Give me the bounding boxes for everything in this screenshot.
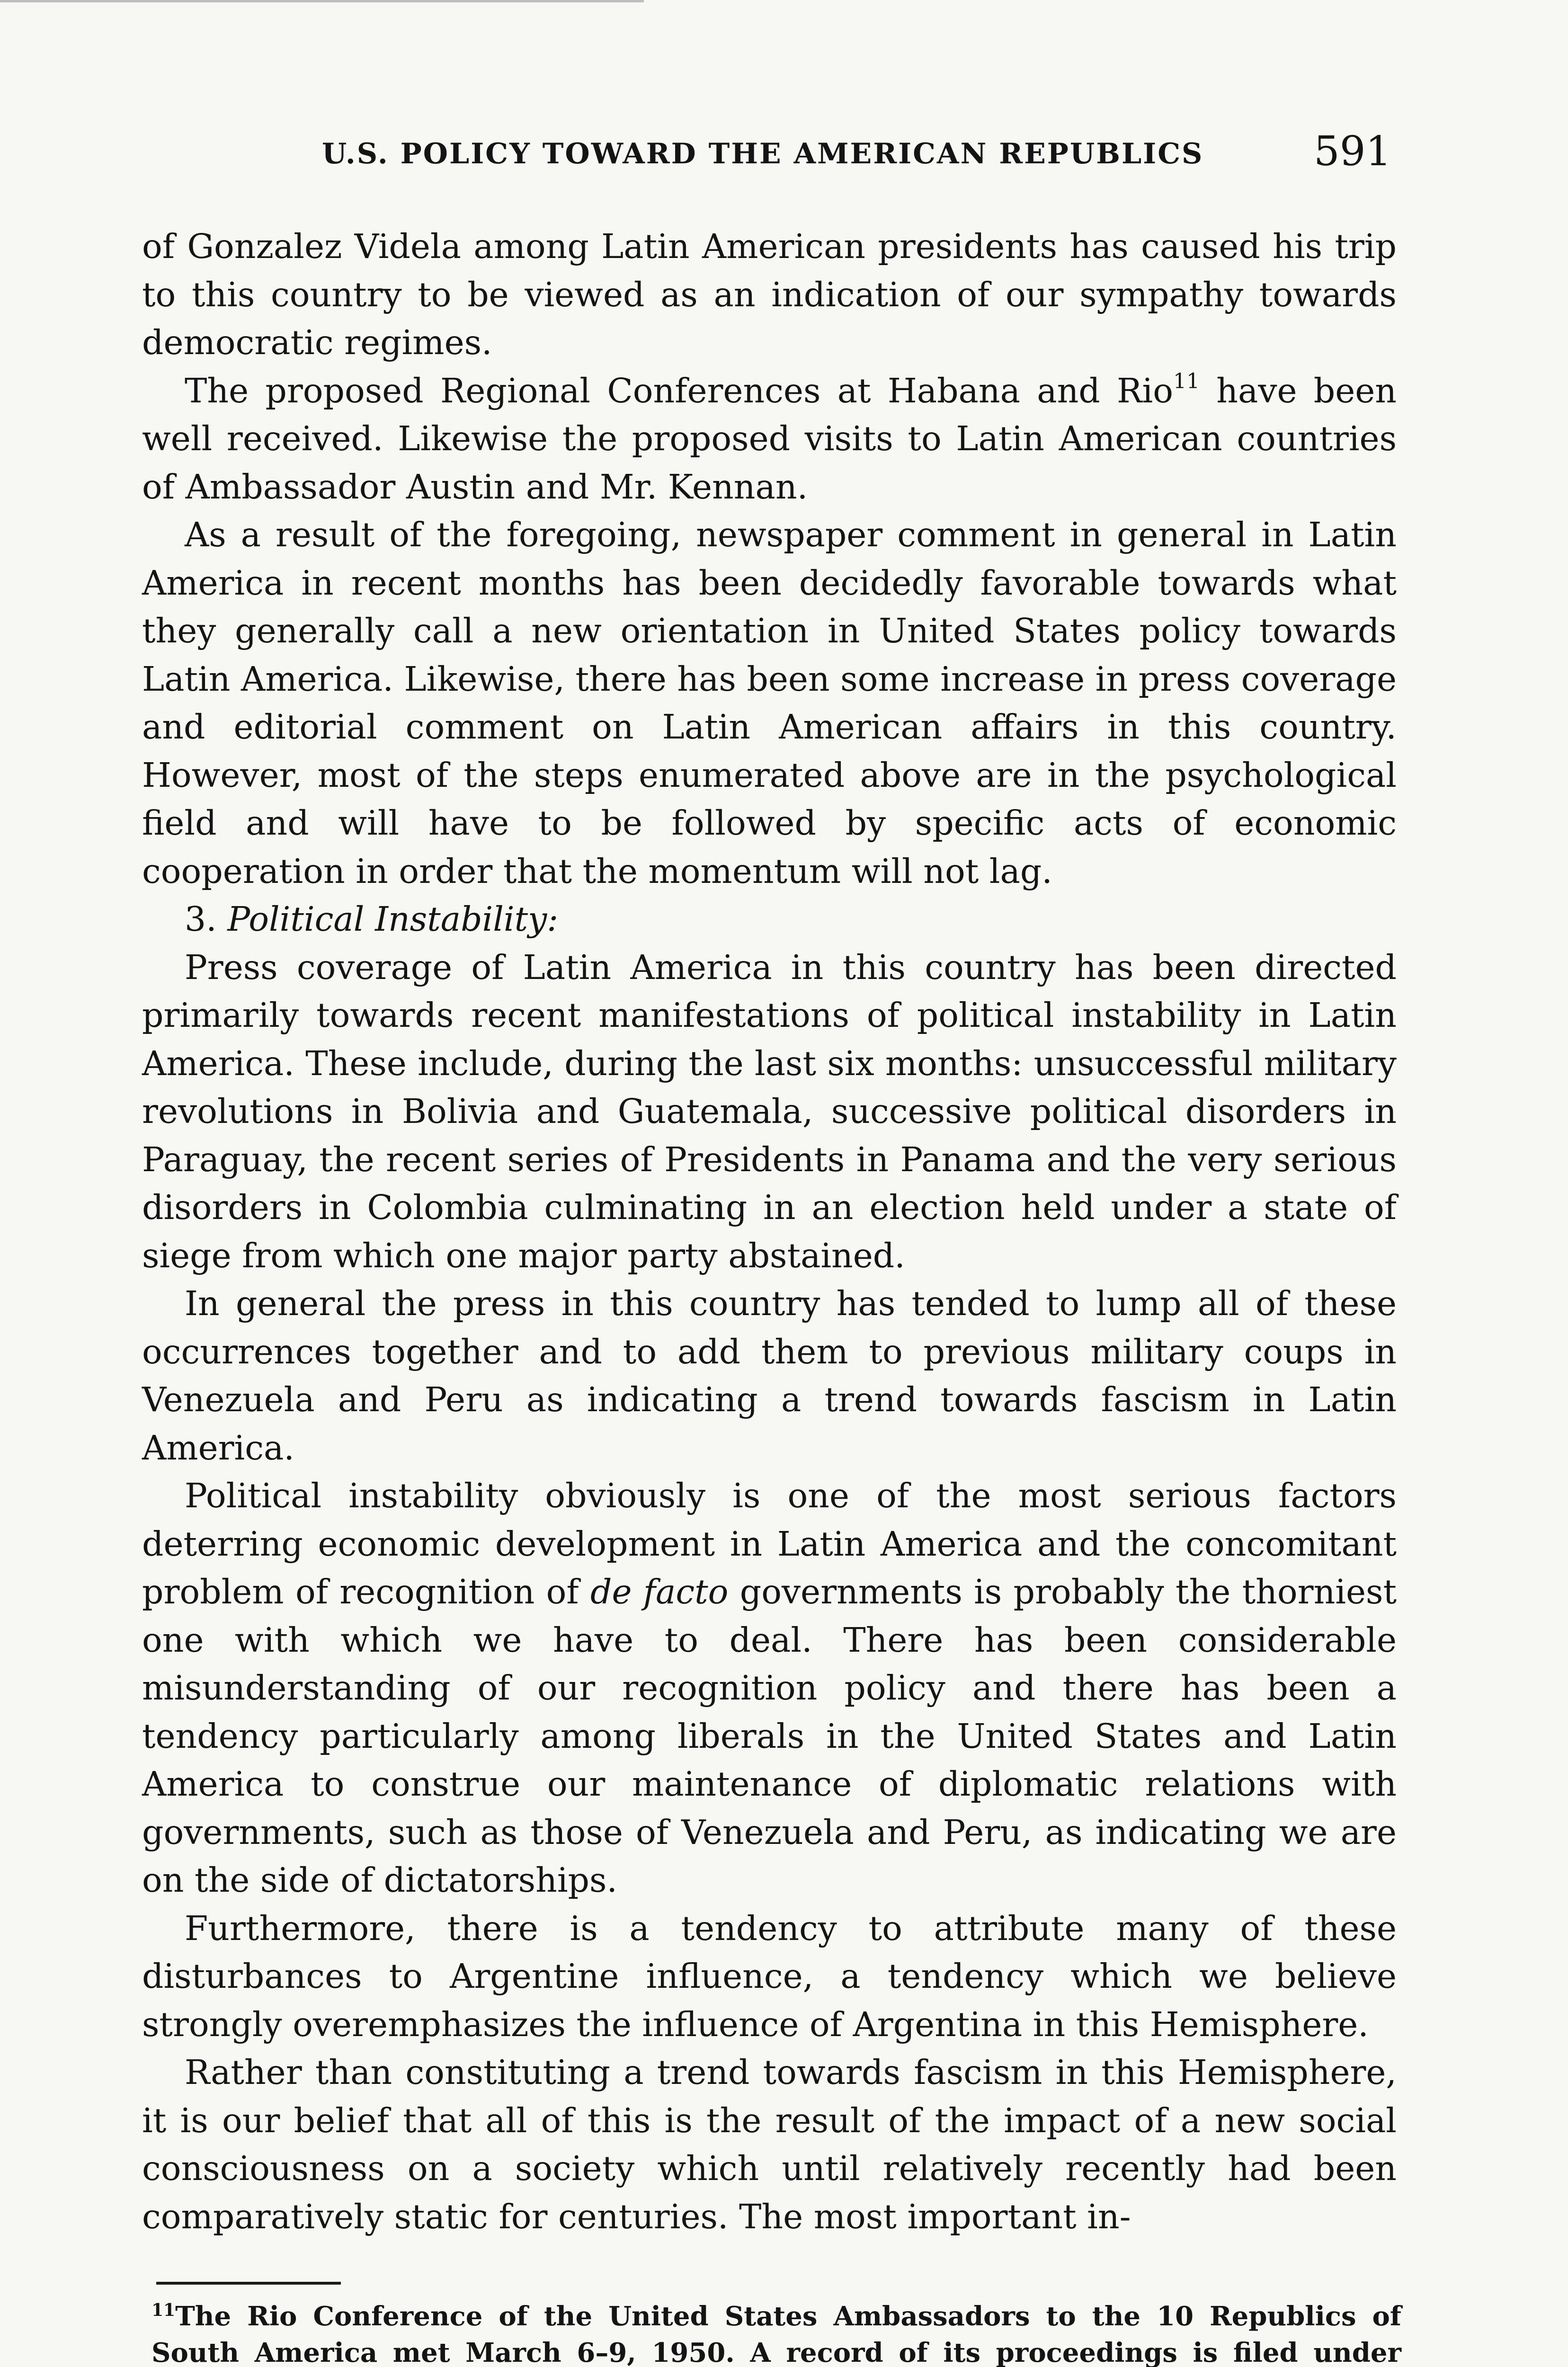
paragraph-6-text-a: Political instability obviously is one of the most serious factors deterring economic development in Latin America and the concomitant problem of recognition of: [142, 1476, 1397, 1611]
paragraph-2-text-a: The proposed Regional Conferences at Habana and Rio: [185, 371, 1173, 410]
footnote-11: [151, 2298, 1401, 2367]
paragraph-6: [142, 1472, 1397, 1904]
paragraph-2-text-b: have been well received. Likewise the proposed visits to Latin American countries of Ambassador Austin and Mr. Kennan.: [142, 371, 1397, 507]
paragraph-7: Furthermore, there is a tendency to attribute many of these disturbances to Argentine influence, a tendency which we believe strongly overemphasizes the influence of Argentina in this Hemisphere.: [142, 1908, 1397, 2044]
footnote-separator: [156, 2282, 341, 2285]
section-title: Political Instability:: [227, 899, 559, 939]
paragraph-4: Press coverage of Latin America in this country has been directed primarily towards recent manifestations of political instability in Latin America. These include, during the last six months: unsuccessful military revolutions in Bolivia and Guatemala, successive political disorders in Paraguay, the recent series of Presidents in Panama and the very serious disorders in Colombia culminating in an election held under a state of siege from which one major party abstained.: [142, 947, 1397, 1275]
footnote-reference-11: 11: [1173, 369, 1200, 393]
footnote-text: The Rio Conference of the United States Ambassadors to the 10 Republics of South America met March 6–9, 1950. A record of its proceedings is filed under: [151, 2301, 1401, 2367]
running-head: U.S. POLICY TOWARD THE AMERICAN REPUBLICS: [322, 137, 1204, 170]
paragraph-3: As a result of the foregoing, newspaper comment in general in Latin America in recent months has been decidedly favorable towards what they generally call a new orientation in United States policy towards Latin America. Likewise, there has been some increase in press coverage and editorial comment on Latin American affairs in this country. However, most of the steps enumerated above are in the psychological field and will have to be followed by specific acts of economic cooperation in order that the momentum will not lag.: [142, 515, 1397, 891]
section-heading: [142, 895, 1397, 943]
paragraph-5: In general the press in this country has tended to lump all of these occurrences together and to add them to previous military coups in Venezuela and Peru as indicating a trend towards fascism in Latin America.: [142, 1284, 1397, 1468]
body-text: [142, 222, 1397, 2241]
paragraph-6-italic-term: de facto: [590, 1572, 729, 1611]
paragraph-2: [142, 367, 1397, 511]
paragraph-6-text-b: governments is probably the thorniest one with which we have to deal. There has been considerable misunderstanding of our recognition policy and there has been a tendency particularly among liberals in the United States and Latin America to construe our maintenance of diplomatic relations with governments, such as those of Venezuela and Peru, as indicating we are on the side of dictatorships.: [142, 1572, 1397, 1900]
paragraph-8: Rather than constituting a trend towards fascism in this Hemisphere, it is our belief that all of this is the result of the impact of a new social consciousness on a society which until relatively recently had been comparatively static for centuries. The most important in-: [142, 2053, 1397, 2236]
section-number: 3.: [185, 899, 217, 939]
paragraph-1: of Gonzalez Videla among Latin American presidents has caused his trip to this country to be viewed as an indication of our sympathy towards democratic regimes.: [142, 227, 1397, 362]
footnote-marker: 11: [151, 2300, 176, 2320]
page-number: 591: [1314, 128, 1392, 175]
top-edge-rule: [0, 0, 644, 2]
